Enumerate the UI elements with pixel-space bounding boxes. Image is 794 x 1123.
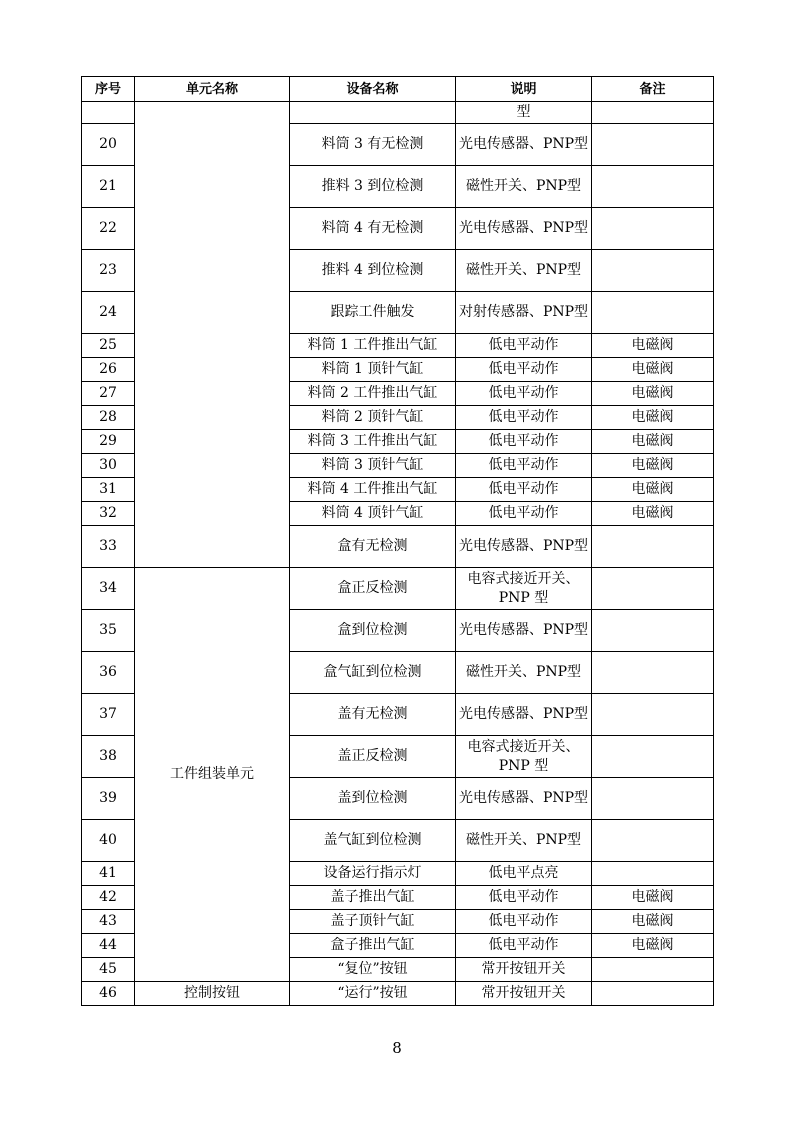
- description-cell: 对射传感器、PNP型: [456, 292, 592, 334]
- serial-cell: 34: [82, 568, 135, 610]
- note-cell: 电磁阀: [592, 934, 714, 958]
- description-cell: 型: [456, 102, 592, 124]
- note-cell: [592, 568, 714, 610]
- note-cell: [592, 652, 714, 694]
- description-cell: 常开按钮开关: [456, 958, 592, 982]
- serial-cell: 27: [82, 382, 135, 406]
- device-name-cell: 设备运行指示灯: [290, 862, 456, 886]
- description-cell: 磁性开关、PNP型: [456, 652, 592, 694]
- serial-cell: 37: [82, 694, 135, 736]
- serial-cell: 32: [82, 502, 135, 526]
- note-cell: 电磁阀: [592, 502, 714, 526]
- device-name-cell: 料筒 3 有无检测: [290, 124, 456, 166]
- device-name-cell: 料筒 4 顶针气缸: [290, 502, 456, 526]
- device-name-cell: 盒正反检测: [290, 568, 456, 610]
- serial-cell: 21: [82, 166, 135, 208]
- device-name-cell: 料筒 2 顶针气缸: [290, 406, 456, 430]
- note-cell: [592, 208, 714, 250]
- serial-cell: 24: [82, 292, 135, 334]
- description-cell: 低电平动作: [456, 358, 592, 382]
- note-cell: [592, 820, 714, 862]
- description-cell: 低电平动作: [456, 502, 592, 526]
- header-note: 备注: [592, 77, 714, 102]
- note-cell: [592, 166, 714, 208]
- note-cell: [592, 736, 714, 778]
- device-name-cell: 盖气缸到位检测: [290, 820, 456, 862]
- description-cell: 低电平动作: [456, 478, 592, 502]
- device-name-cell: 料筒 3 工件推出气缸: [290, 430, 456, 454]
- device-name-cell: 盒气缸到位检测: [290, 652, 456, 694]
- table-header-row: [82, 77, 714, 102]
- table-row: [82, 568, 714, 610]
- device-name-cell: 盖有无检测: [290, 694, 456, 736]
- description-cell: 低电平动作: [456, 910, 592, 934]
- table-row: [82, 982, 714, 1006]
- serial-cell: 23: [82, 250, 135, 292]
- note-cell: [592, 610, 714, 652]
- device-name-cell: 料筒 1 工件推出气缸: [290, 334, 456, 358]
- device-name-cell: 盒子推出气缸: [290, 934, 456, 958]
- note-cell: 电磁阀: [592, 478, 714, 502]
- serial-cell: 33: [82, 526, 135, 568]
- description-cell: 低电平动作: [456, 430, 592, 454]
- device-name-cell: 推料 4 到位检测: [290, 250, 456, 292]
- note-cell: 电磁阀: [592, 358, 714, 382]
- note-cell: [592, 292, 714, 334]
- serial-cell: 43: [82, 910, 135, 934]
- device-name-cell: 跟踪工件触发: [290, 292, 456, 334]
- description-cell: 常开按钮开关: [456, 982, 592, 1006]
- serial-cell: 36: [82, 652, 135, 694]
- description-cell: 光电传感器、PNP型: [456, 610, 592, 652]
- serial-cell: 45: [82, 958, 135, 982]
- unit-name-cell: 工件组装单元: [135, 568, 290, 982]
- device-name-cell: 盒有无检测: [290, 526, 456, 568]
- device-name-cell: “运行”按钮: [290, 982, 456, 1006]
- note-cell: 电磁阀: [592, 382, 714, 406]
- note-cell: 电磁阀: [592, 454, 714, 478]
- unit-name-cell: [135, 102, 290, 568]
- note-cell: [592, 526, 714, 568]
- serial-cell: 39: [82, 778, 135, 820]
- serial-cell: 35: [82, 610, 135, 652]
- description-cell: 低电平动作: [456, 934, 592, 958]
- device-name-cell: [290, 102, 456, 124]
- note-cell: 电磁阀: [592, 430, 714, 454]
- device-name-cell: “复位”按钮: [290, 958, 456, 982]
- description-cell: 光电传感器、PNP型: [456, 124, 592, 166]
- description-cell: 磁性开关、PNP型: [456, 250, 592, 292]
- serial-cell: 29: [82, 430, 135, 454]
- serial-cell: 30: [82, 454, 135, 478]
- unit-name-cell: 控制按钮: [135, 982, 290, 1006]
- description-cell: 光电传感器、PNP型: [456, 208, 592, 250]
- device-name-cell: 盒到位检测: [290, 610, 456, 652]
- header-device-name: 设备名称: [290, 77, 456, 102]
- device-name-cell: 盖正反检测: [290, 736, 456, 778]
- description-cell: 光电传感器、PNP型: [456, 778, 592, 820]
- note-cell: [592, 982, 714, 1006]
- serial-cell: 20: [82, 124, 135, 166]
- description-cell: 光电传感器、PNP型: [456, 526, 592, 568]
- note-cell: [592, 250, 714, 292]
- serial-cell: 46: [82, 982, 135, 1006]
- serial-cell: 41: [82, 862, 135, 886]
- device-name-cell: 料筒 3 顶针气缸: [290, 454, 456, 478]
- device-name-cell: 料筒 4 工件推出气缸: [290, 478, 456, 502]
- device-name-cell: 盖子推出气缸: [290, 886, 456, 910]
- serial-cell: 38: [82, 736, 135, 778]
- serial-cell: 42: [82, 886, 135, 910]
- note-cell: [592, 862, 714, 886]
- note-cell: [592, 958, 714, 982]
- description-cell: 低电平动作: [456, 334, 592, 358]
- note-cell: 电磁阀: [592, 406, 714, 430]
- device-name-cell: 料筒 1 顶针气缸: [290, 358, 456, 382]
- note-cell: [592, 102, 714, 124]
- serial-cell: [82, 102, 135, 124]
- note-cell: 电磁阀: [592, 886, 714, 910]
- page-number: 8: [392, 1039, 402, 1057]
- description-cell: 低电平点亮: [456, 862, 592, 886]
- device-name-cell: 推料 3 到位检测: [290, 166, 456, 208]
- description-cell: 光电传感器、PNP型: [456, 694, 592, 736]
- header-description: 说明: [456, 77, 592, 102]
- header-serial: 序号: [82, 77, 135, 102]
- description-cell: 磁性开关、PNP型: [456, 820, 592, 862]
- note-cell: 电磁阀: [592, 910, 714, 934]
- serial-cell: 40: [82, 820, 135, 862]
- description-cell: 电容式接近开关、PNP 型: [456, 568, 592, 610]
- note-cell: [592, 694, 714, 736]
- description-cell: 低电平动作: [456, 454, 592, 478]
- description-cell: 低电平动作: [456, 886, 592, 910]
- serial-cell: 28: [82, 406, 135, 430]
- device-name-cell: 盖到位检测: [290, 778, 456, 820]
- description-cell: 低电平动作: [456, 382, 592, 406]
- description-cell: 磁性开关、PNP型: [456, 166, 592, 208]
- serial-cell: 22: [82, 208, 135, 250]
- description-cell: 低电平动作: [456, 406, 592, 430]
- note-cell: [592, 124, 714, 166]
- note-cell: [592, 778, 714, 820]
- serial-cell: 44: [82, 934, 135, 958]
- serial-cell: 31: [82, 478, 135, 502]
- header-unit-name: 单元名称: [135, 77, 290, 102]
- serial-cell: 25: [82, 334, 135, 358]
- device-name-cell: 料筒 4 有无检测: [290, 208, 456, 250]
- note-cell: 电磁阀: [592, 334, 714, 358]
- description-cell: 电容式接近开关、PNP 型: [456, 736, 592, 778]
- device-name-cell: 料筒 2 工件推出气缸: [290, 382, 456, 406]
- serial-cell: 26: [82, 358, 135, 382]
- io-assignment-table: [81, 76, 714, 1006]
- device-name-cell: 盖子顶针气缸: [290, 910, 456, 934]
- table-row-continuation: [82, 102, 714, 124]
